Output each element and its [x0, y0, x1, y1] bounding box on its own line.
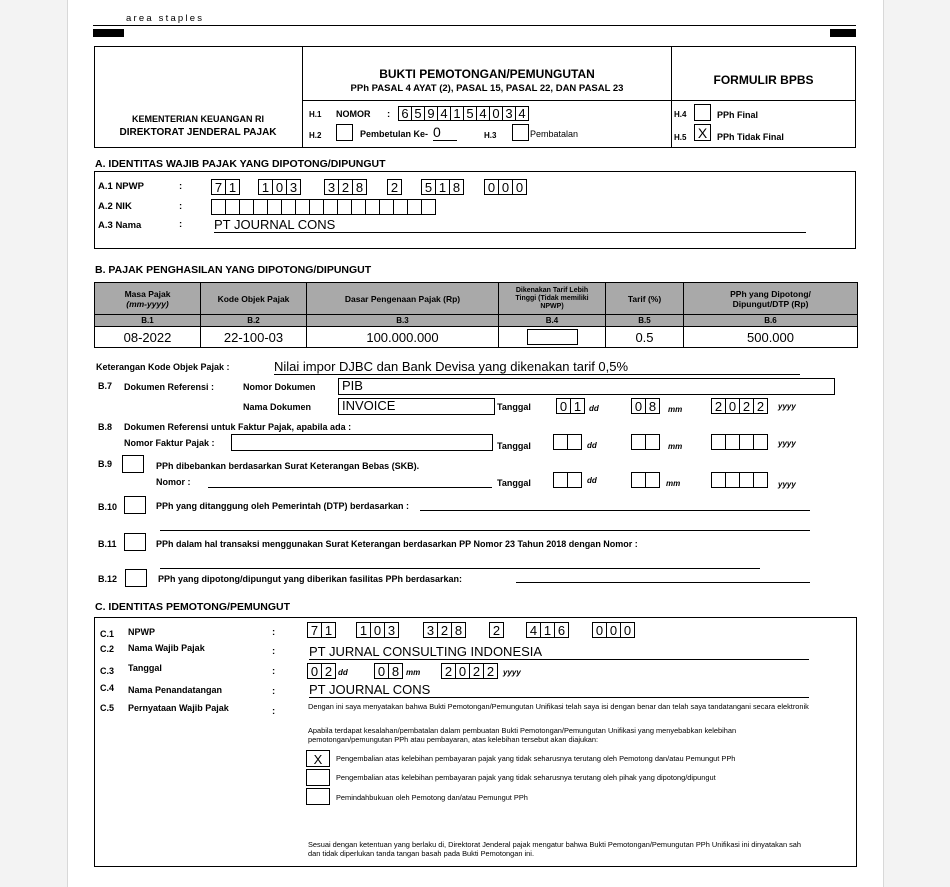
option-1-text: Pengembalian atas kelebihan pembayaran pajak yang tidak seharusnya terutang oleh Pemotong dan/atau Pemungut PPh [336, 754, 736, 763]
ministry-name: KEMENTERIAN KEUANGAN RI [131, 114, 264, 124]
section-b-title: B. PAJAK PENGHASILAN YANG DIPOTONG/DIPUNGUT [95, 264, 372, 276]
b11-checkbox[interactable] [124, 533, 146, 551]
c-tgl-dd[interactable]: 0 2 [308, 663, 336, 679]
b7-tgl-mm[interactable]: 0 8 [632, 398, 660, 414]
code-b3: B.3 [307, 315, 499, 327]
b7-dd: dd [589, 404, 599, 413]
option-2-checkbox[interactable] [306, 769, 330, 786]
a-npwp-group-4: 2 [388, 179, 402, 195]
c3-code: C.3 [100, 666, 115, 676]
b9-tgl-yyyy[interactable] [712, 472, 768, 488]
table-row [95, 327, 858, 348]
nomor-dok-label: Nomor Dokumen [243, 382, 316, 392]
b10-line-1[interactable] [420, 510, 810, 511]
c3-label: Tanggal [128, 663, 162, 673]
c5-label: Pernyataan Wajib Pajak [128, 703, 229, 713]
b7-code: B.7 [98, 381, 113, 391]
cell-pph: 500.000 [684, 327, 858, 348]
b8-tgl-dd[interactable] [554, 434, 582, 450]
dikenakan-checkbox[interactable] [527, 329, 578, 345]
tax-table [94, 282, 858, 348]
pph-final-label: PPh Final [717, 110, 759, 120]
directorate-name: DIREKTORAT JENDERAL PAJAK [119, 127, 277, 138]
c-dd: dd [338, 668, 348, 677]
c-npwp-group-1: 7 1 [308, 622, 336, 638]
cell-dikenakan [499, 327, 606, 348]
a-npwp-group-5: 5 1 8 [422, 179, 464, 195]
c-yyyy: yyyy [503, 668, 521, 677]
c-tgl-yyyy[interactable]: 2 0 2 2 [442, 663, 498, 679]
b9-tgl-mm[interactable] [632, 472, 660, 488]
b8-tgl-mm[interactable] [632, 434, 660, 450]
b9-code: B.9 [98, 459, 113, 469]
b8-dd: dd [587, 441, 597, 450]
b9-tanggal-label: Tanggal [497, 478, 531, 488]
header-divider-mid [302, 100, 856, 101]
h1-code: H.1 [309, 110, 322, 119]
c1-colon: : [272, 627, 276, 638]
c2-code: C.2 [100, 644, 115, 654]
cell-tarif: 0.5 [606, 327, 684, 348]
c-npwp-group-2: 1 0 3 [357, 622, 399, 638]
h2-code: H.2 [309, 131, 322, 140]
staple-line [93, 25, 856, 26]
c-tgl-mm[interactable]: 0 8 [375, 663, 403, 679]
a2-code: A.2 NIK [98, 201, 132, 212]
b9-nomor-label: Nomor : [156, 477, 191, 487]
pembetulan-label: Pembetulan Ke- [360, 129, 429, 139]
pph-tidak-final-label: PPh Tidak Final [717, 132, 784, 142]
code-b2: B.2 [201, 315, 307, 327]
pembatalan-checkbox[interactable] [512, 124, 529, 141]
c-nama-wp-value[interactable]: PT JURNAL CONSULTING INDONESIA [309, 644, 809, 660]
pembetulan-checkbox[interactable] [336, 124, 353, 141]
c-npwp-group-6: 0 0 0 [593, 622, 635, 638]
code-b5: B.5 [606, 315, 684, 327]
section-c-title: C. IDENTITAS PEMOTONG/PEMUNGUT [95, 601, 291, 613]
b8-tanggal-label: Tanggal [497, 441, 531, 451]
a-npwp-group-6: 0 0 0 [485, 179, 527, 195]
c1-label: NPWP [128, 627, 155, 637]
b11-line[interactable] [160, 568, 760, 569]
b11-text: PPh dalam hal transaksi menggunakan Surat Keterangan berdasarkan PP Nomor 23 Tahun 2018 dengan Nomor : [156, 539, 638, 549]
a-npwp-group-2: 1 0 3 [259, 179, 301, 195]
h5-code: H.5 [674, 133, 687, 142]
keterangan-value[interactable]: Nilai impor DJBC dan Bank Devisa yang dikenakan tarif 0,5% [274, 359, 800, 375]
a2-colon: : [179, 201, 183, 212]
pembetulan-value[interactable]: 0 [433, 124, 457, 141]
c4-code: C.4 [100, 683, 115, 693]
b7-tgl-yyyy[interactable]: 2 0 2 2 [712, 398, 768, 414]
pph-tidak-final-checkbox[interactable]: X [694, 124, 711, 141]
option-3-text: Pemindahbukuan oleh Pemotong dan/atau Pemungut PPh [336, 793, 528, 802]
b12-code: B.12 [98, 574, 118, 584]
a-nama-value[interactable]: PT JOURNAL CONS [214, 217, 806, 233]
a1-code: A.1 NPWP [98, 181, 144, 192]
col-kode: Kode Objek Pajak [201, 283, 307, 315]
c5-code: C.5 [100, 703, 115, 713]
b9-text: PPh dibebankan berdasarkan Surat Keterangan Bebas (SKB). [156, 461, 420, 471]
b12-text: PPh yang dipotong/dipungut yang diberikan fasilitas PPh berdasarkan: [158, 574, 463, 584]
form-name: FORMULIR BPBS [713, 73, 814, 87]
b10-code: B.10 [98, 502, 118, 512]
b10-line-2[interactable] [160, 530, 810, 531]
a3-code: A.3 Nama [98, 220, 142, 231]
col-masa: Masa Pajak (mm-yyyy) [95, 283, 201, 315]
statement-2: Apabila terdapat kesalahan/pembatalan dalam pembuatan Bukti Pemotongan/Pemungutan Unifikasi yang menyebabkan kelebihan pemotongan/pemungutan PPh atau pembayaran, atas kelebihan tersebut akan diajukan: [308, 726, 737, 744]
a3-colon: : [179, 219, 183, 230]
code-b1: B.1 [95, 315, 201, 327]
nama-dok-label: Nama Dokumen [243, 402, 312, 412]
col-tarif: Tarif (%) [606, 283, 684, 315]
faktur-label: Nomor Faktur Pajak : [124, 438, 215, 448]
c-npwp-group-4: 2 [490, 622, 504, 638]
b8-mm: mm [668, 442, 683, 451]
statement-1: Dengan ini saya menyatakan bahwa Bukti Pemotongan/Pemungutan Unifikasi telah saya isi dengan benar dan telah saya tandatangani secara elektronik [308, 702, 809, 711]
b8-code: B.8 [98, 422, 113, 432]
b8-tgl-yyyy[interactable] [712, 434, 768, 450]
h3-code: H.3 [484, 131, 497, 140]
col-dasar: Dasar Pengenaan Pajak (Rp) [307, 283, 499, 315]
section-a-title: A. IDENTITAS WAJIB PAJAK YANG DIPOTONG/DIPUNGUT [95, 158, 386, 170]
b11-code: B.11 [98, 539, 117, 549]
dok-ref-label: Dokumen Referensi : [124, 382, 215, 392]
faktur-field[interactable] [231, 434, 493, 451]
code-b6: B.6 [684, 315, 858, 327]
b10-text: PPh yang ditanggung oleh Pemerintah (DTP) berdasarkan : [156, 501, 410, 511]
footer-note: Sesuai dengan ketentuan yang berlaku di, Direktorat Jenderal pajak mengatur bahwa Bukti Pemotongan/Pemungutan PPh Unifikasi ini dinyatakan sah dan tidak diperlukan tanda tangan basah pada Bukti Pemotongan ini. [308, 840, 802, 858]
section-a-box [94, 171, 856, 249]
b9-dd: dd [587, 476, 597, 485]
nomor-label: NOMOR [336, 109, 371, 119]
b12-checkbox[interactable] [125, 569, 147, 587]
b10-checkbox[interactable] [124, 496, 146, 514]
form-title: BUKTI PEMOTONGAN/PEMUNGUTAN [379, 67, 595, 81]
b7-mm: mm [668, 405, 683, 414]
cell-dasar: 100.000.000 [307, 327, 499, 348]
c-mm: mm [406, 668, 421, 677]
c3-colon: : [272, 666, 276, 677]
nomor-colon: : [387, 109, 391, 120]
nomor-dok-field[interactable]: PIB [338, 378, 835, 395]
b7-tanggal-label: Tanggal [497, 402, 531, 412]
b8-yyyy: yyyy [778, 439, 796, 448]
a-npwp-group-1: 7 1 [212, 179, 240, 195]
b9-yyyy: yyyy [778, 480, 796, 489]
c4-label: Nama Penandatangan [128, 685, 223, 695]
c1-code: C.1 [100, 629, 115, 639]
c2-label: Nama Wajib Pajak [128, 643, 205, 653]
c-penandatangan-value[interactable]: PT JOURNAL CONS [309, 682, 809, 698]
h4-code: H.4 [674, 110, 687, 119]
col-dikenakan: Dikenakan Tarif Lebih Tinggi (Tidak memiliki NPWP) [499, 283, 606, 315]
code-b4: B.4 [499, 315, 606, 327]
keterangan-label: Keterangan Kode Objek Pajak : [96, 362, 230, 372]
option-3-checkbox[interactable] [306, 788, 330, 805]
pph-final-checkbox[interactable] [694, 104, 711, 121]
b8-text: Dokumen Referensi untuk Faktur Pajak, apabila ada : [124, 422, 352, 432]
option-1-checkbox[interactable]: X [306, 750, 330, 767]
form-page [67, 0, 884, 887]
c-npwp-group-3: 3 2 8 [424, 622, 466, 638]
b9-mm: mm [666, 479, 681, 488]
option-2-text: Pengembalian atas kelebihan pembayaran pajak yang tidak seharusnya terutang oleh pihak yang dipotong/dipungut [336, 773, 716, 782]
nama-dok-field[interactable]: INVOICE [338, 398, 495, 415]
b7-yyyy: yyyy [778, 402, 796, 411]
staple-bar-left [93, 29, 124, 37]
a-nik-boxes[interactable] [212, 199, 436, 215]
b9-tgl-dd[interactable] [554, 472, 582, 488]
staple-bar-right [830, 29, 856, 37]
form-subtitle: PPh PASAL 4 AYAT (2), PASAL 15, PASAL 22, DAN PASAL 23 [350, 83, 624, 94]
b9-nomor-line[interactable] [208, 487, 492, 488]
nomor-digits: 6 5 9 4 1 5 4 0 3 4 [399, 106, 529, 121]
cell-kode: 22-100-03 [201, 327, 307, 348]
pembatalan-label: Pembatalan [530, 129, 579, 139]
header-divider-left [302, 46, 303, 148]
b9-checkbox[interactable] [122, 455, 144, 473]
header-divider-right [671, 46, 672, 148]
a-npwp-group-3: 3 2 8 [325, 179, 367, 195]
c4-colon: : [272, 686, 276, 697]
staples-label: area staples [126, 13, 205, 24]
c-npwp-group-5: 4 1 6 [527, 622, 569, 638]
a1-colon: : [179, 181, 183, 192]
b12-line[interactable] [516, 582, 810, 583]
b7-tgl-dd[interactable]: 0 1 [557, 398, 585, 414]
c2-colon: : [272, 646, 276, 657]
cell-masa: 08-2022 [95, 327, 201, 348]
c5-colon: : [272, 706, 276, 717]
col-pph: PPh yang Dipotong/ Dipungut/DTP (Rp) [684, 283, 858, 315]
